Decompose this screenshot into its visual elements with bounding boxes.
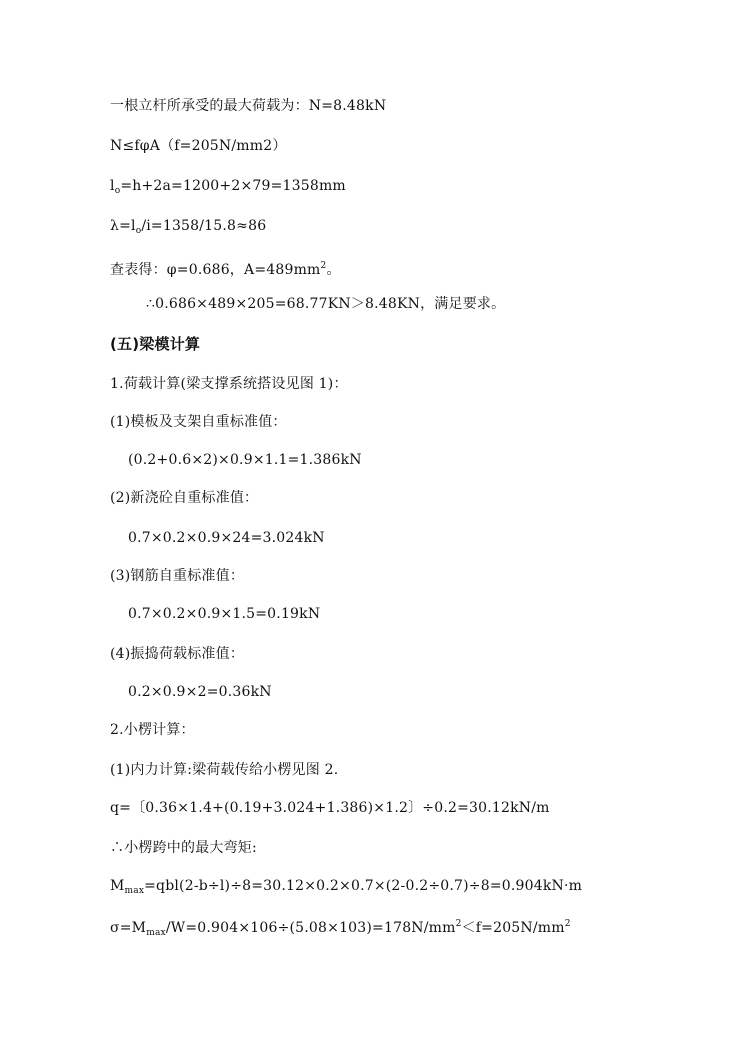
section-heading: (五)梁模计算: [110, 335, 201, 353]
text-segment: M: [110, 878, 125, 894]
text-line-stability-formula: N≤fφA（f=205N/mm2）: [110, 138, 287, 154]
text-line-joist-calc: 2.小楞计算：: [110, 722, 195, 738]
text-line-check-result: ∴0.686×489×205=68.77KN＞8.48KN，满足要求。: [146, 296, 506, 312]
text-line-slenderness: [110, 216, 266, 241]
text-segment: σ=M: [110, 920, 147, 936]
text-line-max-moment-intro: ∴小楞跨中的最大弯矩:: [110, 840, 257, 856]
text-subscript: max: [146, 928, 166, 938]
text-segment: ＜f=205N/mm: [461, 920, 565, 936]
text-line-max-moment: [110, 876, 582, 901]
text-line-formwork-weight: (1)模板及支架自重标准值：: [110, 414, 287, 430]
text-line-table-lookup: [110, 256, 341, 280]
text-line-formwork-value: (0.2+0.6×2)×0.9×1.1=1.386kN: [128, 452, 362, 468]
text-segment: =qbl(2-b÷l)÷8=30.12×0.2×0.7×(2-0.2÷0.7)÷8=0.904kN·m: [144, 878, 583, 894]
text-line-rebar-weight: (3)钢筋自重标准值：: [110, 568, 245, 584]
text-line-rebar-value: 0.7×0.2×0.9×1.5=0.19kN: [128, 606, 321, 622]
text-superscript: 2: [564, 919, 571, 929]
text-segment: =h+2a=1200+2×79=1358mm: [120, 178, 346, 194]
text-segment: 。: [326, 262, 341, 278]
text-segment: /i=1358/15.8≈86: [141, 218, 267, 234]
text-line-max-load: 一根立杆所承受的最大荷载为：N=8.48kN: [110, 98, 387, 114]
text-subscript: o: [135, 226, 142, 236]
text-superscript: 2: [455, 919, 462, 929]
text-line-internal-force: (1)内力计算:梁荷载传给小楞见图 2.: [110, 762, 339, 778]
text-line-concrete-value: 0.7×0.2×0.9×24=3.024kN: [128, 530, 325, 546]
text-line-distributed-load: q=〔0.36×1.4+(0.19+3.024+1.386)×1.2〕÷0.2=30.12kN/m: [110, 800, 550, 816]
text-segment: /W=0.904×106÷(5.08×103)=178N/mm: [165, 920, 456, 936]
text-subscript: max: [124, 886, 145, 896]
text-line-load-calc: 1.荷载计算(梁支撑系统搭设见图 1)：: [110, 376, 348, 392]
text-subscript: o: [114, 186, 121, 196]
text-line-vibration-value: 0.2×0.9×2=0.36kN: [128, 684, 272, 700]
text-line-effective-length: [110, 176, 346, 201]
text-segment: l: [110, 178, 115, 194]
text-line-concrete-weight: (2)新浇砼自重标准值：: [110, 490, 259, 506]
text-line-stress-check: [110, 914, 571, 943]
text-segment: λ=l: [110, 218, 136, 234]
text-segment: 查表得：φ=0.686，A=489mm: [110, 262, 321, 278]
text-superscript: 2: [320, 261, 327, 271]
text-line-vibration-load: (4)振捣荷载标准值：: [110, 646, 245, 662]
